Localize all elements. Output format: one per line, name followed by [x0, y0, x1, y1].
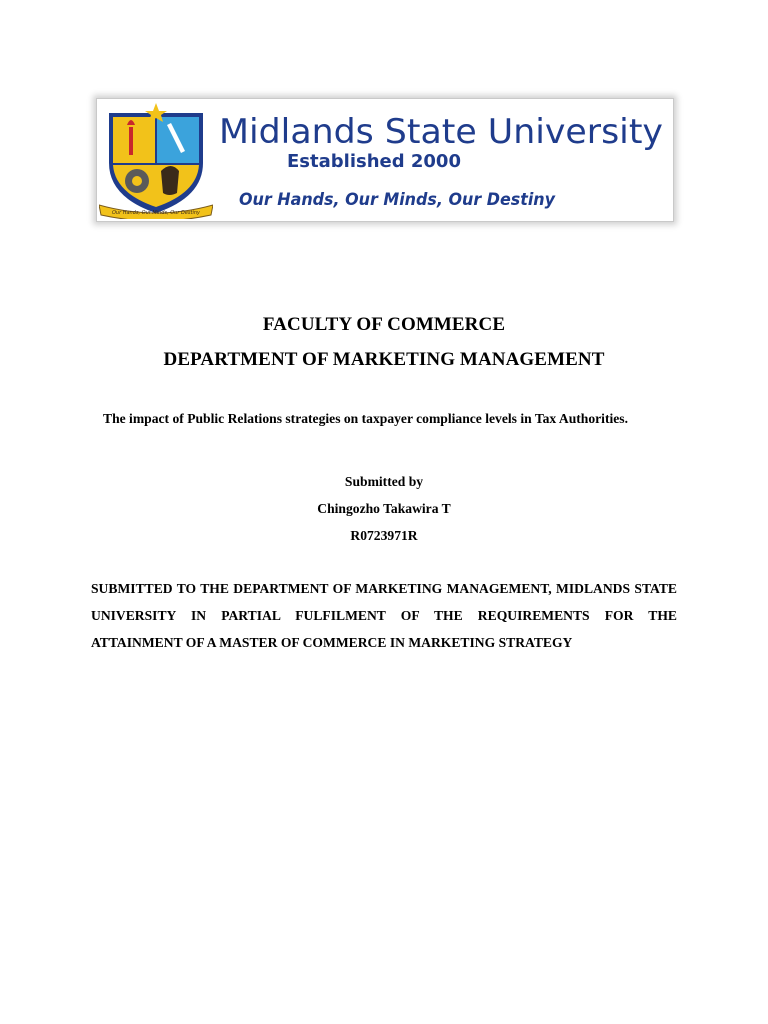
- established-text: Established 2000: [287, 151, 461, 172]
- department-heading: DEPARTMENT OF MARKETING MANAGEMENT: [163, 349, 605, 370]
- university-logo-banner: [96, 98, 674, 222]
- author-name: Chingozho Takawira T: [317, 501, 451, 516]
- submitted-by-label: Submitted by: [344, 474, 424, 489]
- registration-number: R0723971R: [350, 528, 418, 543]
- university-name: Midlands State University: [219, 112, 663, 152]
- submission-statement: SUBMITTED TO THE DEPARTMENT OF MARKETING MANAGEMENT, MIDLANDS STATE UNIVERSITY IN PARTIAL FULFILMENT OF THE REQUIREMENTS FOR THE ATTAINMENT OF A MASTER OF COMMERCE IN MARKETING STRATEGY: [91, 581, 677, 650]
- university-wordmark: [217, 105, 667, 215]
- university-crest-icon: [99, 101, 213, 219]
- faculty-heading: FACULTY OF COMMERCE: [262, 314, 506, 335]
- research-topic: The impact of Public Relations strategies on taxpayer compliance levels in Tax Authorities.: [103, 411, 628, 426]
- university-motto: Our Hands, Our Minds, Our Destiny: [239, 190, 556, 210]
- crest-scroll-text: Our Hands, Our Minds, Our Destiny: [111, 210, 201, 216]
